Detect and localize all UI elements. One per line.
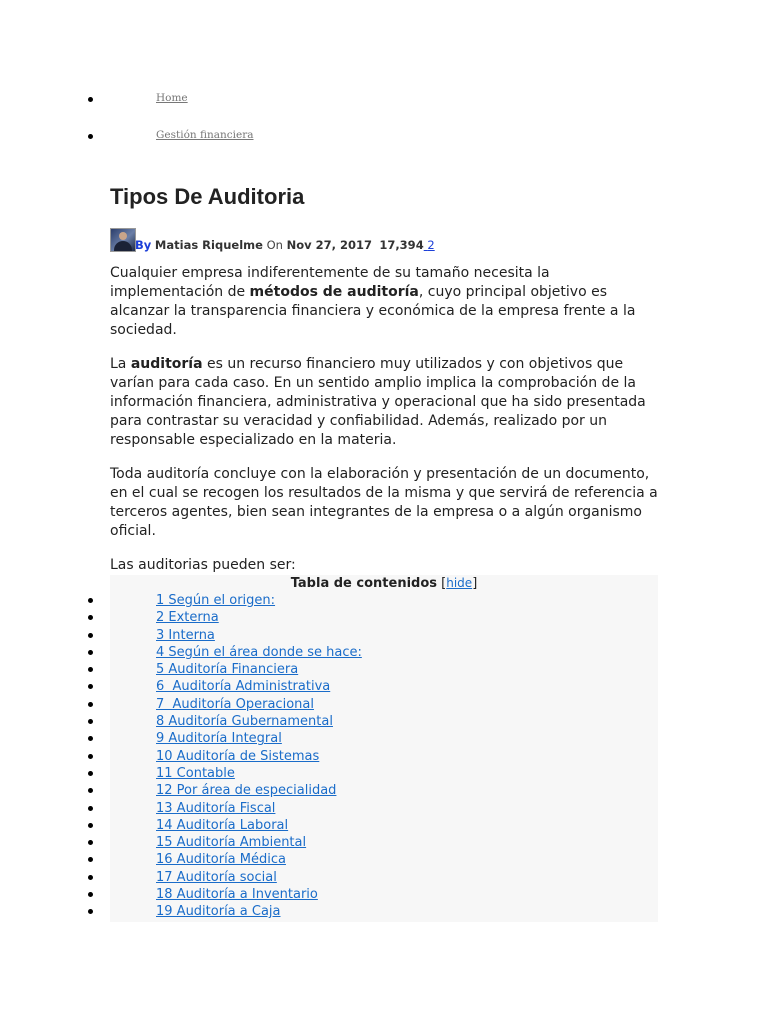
toc-hide-link[interactable]: hide (446, 576, 473, 590)
meta-line (135, 238, 435, 252)
paragraph-conclusion: Toda auditoría concluye con la elaboración y presentación de un documento, en el cual se recogen los resultados de la misma y que servirá de referencia a terceros agentes, bien sean integrantes de la empresa o a algún organismo oficial. (110, 466, 658, 539)
toc-item (0, 834, 768, 851)
toc-item (0, 851, 768, 868)
toc-item (0, 627, 768, 644)
bullet-icon (88, 633, 93, 638)
bullet-icon (88, 892, 93, 897)
toc-item (0, 748, 768, 765)
bracket: [ (441, 576, 447, 591)
avatar-head-shape (119, 232, 127, 240)
toc-item (0, 800, 768, 817)
toc-link[interactable]: 7 Auditoría Operacional (156, 696, 314, 712)
toc-link[interactable]: 13 Auditoría Fiscal (156, 800, 276, 816)
bullet-icon (88, 771, 93, 776)
bullet-icon (88, 598, 93, 603)
toc-item (0, 903, 768, 920)
paragraph-text: es un recurso financiero muy utilizados y con objetivos que varían para cada caso. En un sentido amplio implica la comprobación de la información financiera, administrativa y operacional que ha sido presentada para contrastar su veracidad y confiabilidad. Además, realizado por un responsable especializado en la materia. (110, 356, 646, 448)
bullet-icon (88, 667, 93, 672)
bullet-icon (88, 650, 93, 655)
toc-item (0, 817, 768, 834)
toc-item (0, 696, 768, 713)
post-date: Nov 27, 2017 (286, 238, 372, 252)
breadcrumb-link-home[interactable]: Home (156, 92, 188, 104)
toc-link[interactable]: 19 Auditoría a Caja (156, 904, 281, 920)
bracket: ] (472, 576, 478, 591)
toc-link[interactable]: 10 Auditoría de Sistemas (156, 748, 320, 764)
page-title: Tipos De Auditoria (110, 184, 305, 209)
bullet-icon (88, 736, 93, 741)
toc-link[interactable]: 12 Por área de especialidad (156, 783, 337, 799)
bullet-icon (88, 909, 93, 914)
breadcrumb (0, 88, 768, 162)
toc-item (0, 592, 768, 609)
toc-link[interactable]: 14 Auditoría Laboral (156, 817, 289, 833)
toc-item (0, 886, 768, 903)
breadcrumb-item-home (0, 88, 768, 125)
bullet-icon (88, 134, 93, 139)
toc-link[interactable]: 2 Externa (156, 610, 219, 626)
bullet-icon (88, 97, 93, 102)
comments-count: 2 (427, 238, 435, 252)
toc-link[interactable]: 18 Auditoría a Inventario (156, 887, 318, 903)
bold-text: métodos de auditoría (249, 284, 419, 300)
view-count: 17,394 (379, 238, 424, 252)
paragraph-text: , cuyo principal objetivo es alcanzar la transparencia financiera y económica de la empresa frente a la sociedad. (110, 284, 636, 338)
bullet-icon (88, 840, 93, 845)
toc-list (0, 592, 768, 921)
comments-link[interactable] (424, 238, 435, 252)
toc-item (0, 782, 768, 799)
toc-link[interactable]: 4 Según el área donde se hace: (156, 644, 362, 660)
toc-link[interactable]: 5 Auditoría Financiera (156, 662, 299, 678)
breadcrumb-item-gestion-financiera (0, 125, 768, 162)
toc-link[interactable]: 1 Según el origen: (156, 593, 276, 608)
toc-title: Tabla de contenidos (290, 576, 438, 591)
author-name[interactable]: Matias Riquelme (154, 238, 263, 252)
paragraph-text: La (110, 356, 131, 372)
bullet-icon (88, 702, 93, 707)
toc-item (0, 730, 768, 747)
toc-item (0, 644, 768, 661)
bullet-icon (88, 719, 93, 724)
bullet-icon (88, 875, 93, 880)
toc-item (0, 869, 768, 886)
toc-link[interactable]: 17 Auditoría social (156, 869, 277, 885)
paragraph-text: Cualquier empresa indiferentemente de su tamaño necesita la implementación de (110, 265, 550, 300)
bullet-icon (88, 788, 93, 793)
by-label: By (135, 238, 152, 252)
toc-link[interactable]: 15 Auditoría Ambiental (156, 835, 307, 851)
bullet-icon (88, 684, 93, 689)
toc-link[interactable]: 6 Auditoría Administrativa (156, 679, 331, 695)
on-label: On (266, 238, 283, 252)
article-body (110, 264, 662, 590)
toc-link[interactable]: 11 Contable (156, 765, 235, 781)
toc-link[interactable]: 3 Interna (156, 627, 215, 643)
toc-link[interactable]: 16 Auditoría Médica (156, 852, 286, 868)
toc-link[interactable]: 8 Auditoría Gubernamental (156, 714, 333, 730)
breadcrumb-link-gestion-financiera[interactable]: Gestión financiera (156, 129, 254, 141)
author-avatar[interactable] (110, 228, 136, 252)
toc-item (0, 765, 768, 782)
toc-header (110, 575, 658, 592)
paragraph-definition (110, 355, 662, 450)
bullet-icon (88, 806, 93, 811)
toc-item (0, 661, 768, 678)
toc-item (0, 678, 768, 695)
toc-item (0, 713, 768, 730)
paragraph-list-intro: Las auditorias pueden ser: (110, 557, 296, 573)
bullet-icon (88, 857, 93, 862)
toc-item (0, 609, 768, 626)
bullet-icon (88, 754, 93, 759)
bullet-icon (88, 823, 93, 828)
paragraph-intro (110, 264, 662, 340)
avatar-shoulders-shape (114, 241, 132, 252)
bullet-icon (88, 615, 93, 620)
toc-link[interactable]: 9 Auditoría Integral (156, 731, 282, 747)
bold-text: auditoría (130, 356, 203, 372)
